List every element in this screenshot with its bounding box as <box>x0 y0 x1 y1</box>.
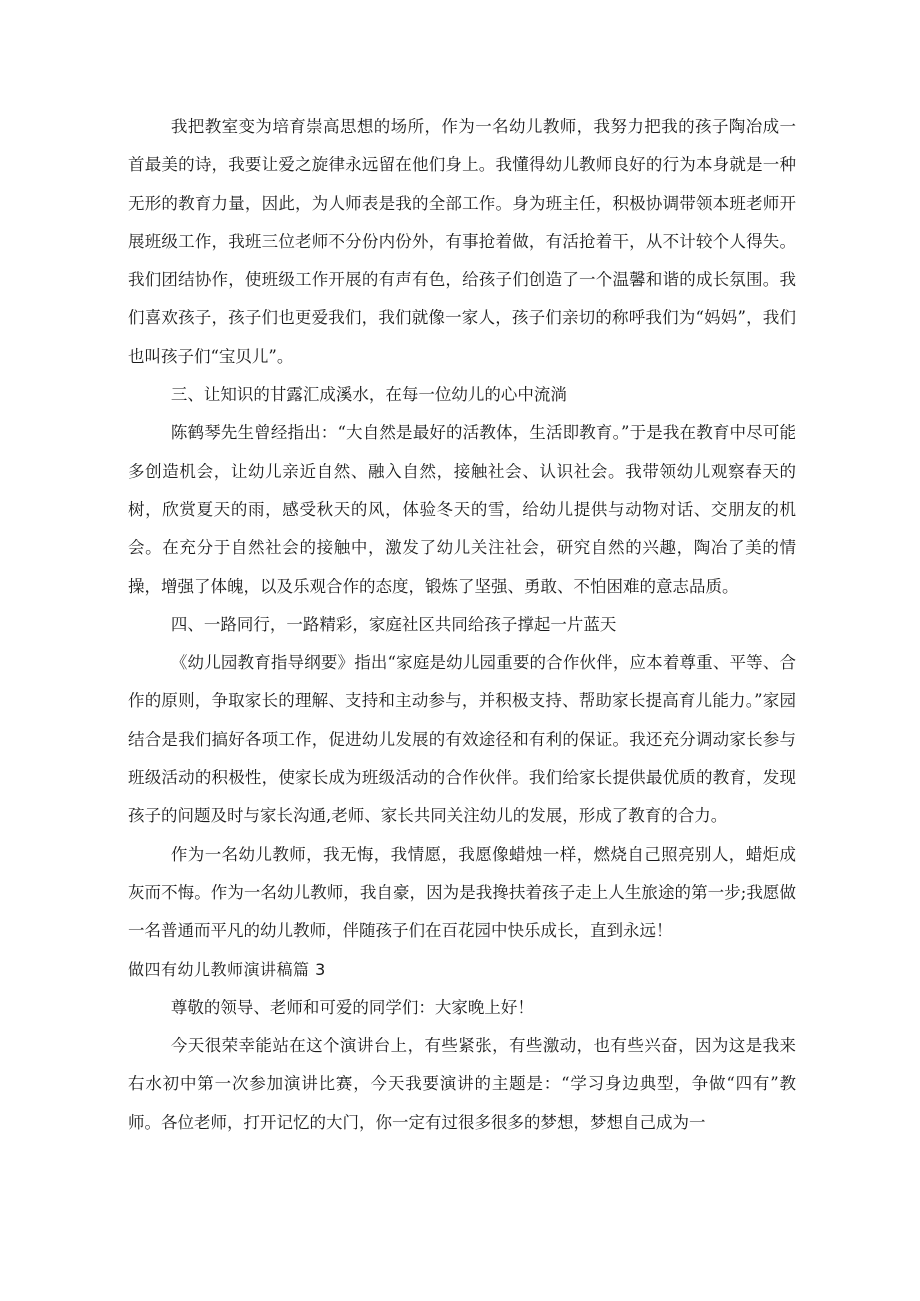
paragraph-no-regret: 作为一名幼儿教师，我无悔，我情愿，我愿像蜡烛一样，燃烧自己照亮别人，蜡炬成灰而不悔。作为一名幼儿教师，我自豪，因为是我搀扶着孩子走上人生旅途的第一步;我愿做一名普通而平凡的幼儿教师，伴随孩子们在百花园中快乐成长，直到永远！ <box>128 844 796 941</box>
document-body <box>128 108 796 1142</box>
greeting: 尊敬的领导、老师和可爱的同学们：大家晚上好！ <box>170 997 534 1017</box>
heading-family-community: 四、一路同行，一路精彩，家庭社区共同给孩子撑起一片蓝天 <box>170 614 617 634</box>
heading-knowledge: 三、让知识的甘露汇成溪水，在每一位幼儿的心中流淌 <box>170 385 567 405</box>
paragraph-classroom: 我把教室变为培育崇高思想的场所，作为一名幼儿教师，我努力把我的孩子陶冶成一首最美的诗，我要让爱之旋律永远留在他们身上。我懂得幼儿教师良好的行为本身就是一种无形的教育力量，因此，为人师表是我的全部工作。身为班主任，积极协调带领本班老师开展班级工作，我班三位老师不分份内份外，有事抢着做，有活抢着干，从不计较个人得失。我们团结协作，使班级工作开展的有声有色，给孩子们创造了一个温馨和谐的成长氛围。我们喜欢孩子，孩子们也更爱我们，我们就像一家人，孩子们亲切的称呼我们为“妈妈”，我们也叫孩子们“宝贝儿”。 <box>128 117 796 366</box>
paragraph-speech-intro: 今天很荣幸能站在这个演讲台上，有些紧张，有些激动，也有些兴奋，因为这是我来右水初中第一次参加演讲比赛，今天我要演讲的主题是：“学习身边典型，争做“四有”教师。各位老师，打开记忆的大门，你一定有过很多很多的梦想，梦想自己成为一 <box>128 1036 796 1132</box>
section-title: 做四有幼儿教师演讲稿篇 3 <box>128 959 326 979</box>
paragraph-guideline: 《幼儿园教育指导纲要》指出“家庭是幼儿园重要的合作伙伴，应本着尊重、平等、合作的原则，争取家长的理解、支持和主动参与，并积极支持、帮助家长提高育儿能力。”家园结合是我们搞好各项工作，促进幼儿发展的有效途径和有利的保证。我还充分调动家长参与班级活动的积极性，使家长成为班级活动的合作伙伴。我们给家长提供最优质的教育，发现孩子的问题及时与家长沟通,老师、家长共同关注幼儿的发展，形成了教育的合力。 <box>128 653 796 826</box>
paragraph-nature-education: 陈鹤琴先生曾经指出：“大自然是最好的活教体，生活即教育。”于是我在教育中尽可能多创造机会，让幼儿亲近自然、融入自然，接触社会、认识社会。我带领幼儿观察春天的树，欣赏夏天的雨，感受秋天的风，体验冬天的雪，给幼儿提供与动物对话、交朋友的机会。在充分于自然社会的接触中，激发了幼儿关注社会，研究自然的兴趣，陶冶了美的情操，增强了体魄，以及乐观合作的态度，锻炼了坚强、勇敢、不怕困难的意志品质。 <box>128 423 796 596</box>
